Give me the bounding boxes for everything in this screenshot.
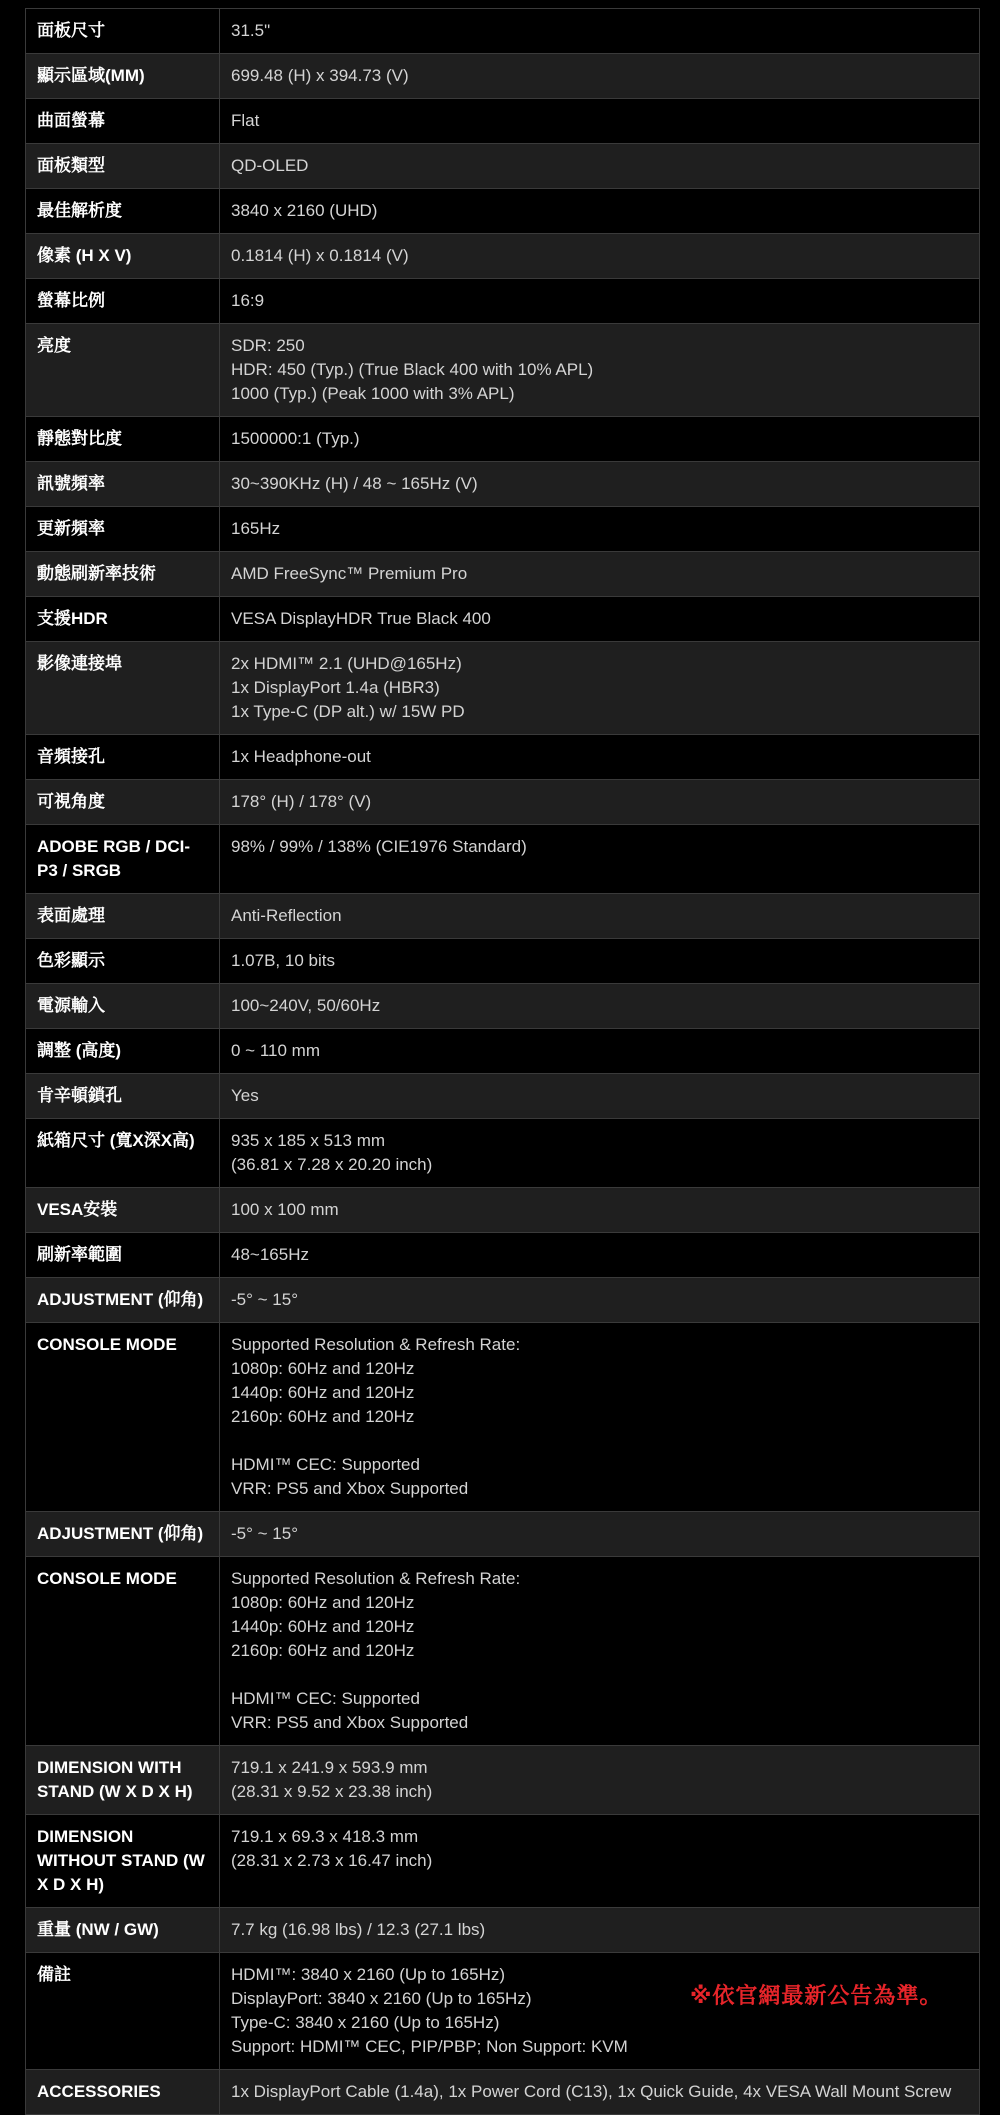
spec-row [26,1908,980,1953]
spec-value: 1.07B, 10 bits [220,939,980,984]
spec-label: 像素 (H X V) [26,234,220,279]
spec-label: 靜態對比度 [26,417,220,462]
spec-value: 31.5" [220,9,980,54]
spec-value: 30~390KHz (H) / 48 ~ 165Hz (V) [220,462,980,507]
spec-row [26,1074,980,1119]
spec-row [26,1557,980,1746]
spec-row [26,1815,980,1908]
spec-label: ADJUSTMENT (仰角) [26,1512,220,1557]
spec-label: 面板類型 [26,144,220,189]
spec-value: 98% / 99% / 138% (CIE1976 Standard) [220,825,980,894]
spec-value: 3840 x 2160 (UHD) [220,189,980,234]
spec-row [26,462,980,507]
spec-row [26,1512,980,1557]
spec-row [26,1029,980,1074]
spec-label: 最佳解析度 [26,189,220,234]
spec-label: 色彩顯示 [26,939,220,984]
spec-label: CONSOLE MODE [26,1323,220,1512]
spec-value: -5° ~ 15° [220,1278,980,1323]
spec-row [26,735,980,780]
spec-value: -5° ~ 15° [220,1512,980,1557]
spec-row [26,1278,980,1323]
spec-row [26,9,980,54]
spec-row [26,144,980,189]
spec-label: 表面處理 [26,894,220,939]
spec-row [26,552,980,597]
spec-value: SDR: 250 HDR: 450 (Typ.) (True Black 400 with 10% APL) 1000 (Typ.) (Peak 1000 with 3% APL) [220,324,980,417]
spec-row [26,99,980,144]
spec-value: 0 ~ 110 mm [220,1029,980,1074]
spec-label: ADOBE RGB / DCI-P3 / SRGB [26,825,220,894]
spec-value: 165Hz [220,507,980,552]
spec-value: 935 x 185 x 513 mm (36.81 x 7.28 x 20.20 inch) [220,1119,980,1188]
spec-value: Flat [220,99,980,144]
spec-value: Supported Resolution & Refresh Rate: 1080p: 60Hz and 120Hz 1440p: 60Hz and 120Hz 2160p: 60Hz and 120Hz HDMI™ CEC: Supported VRR: PS5 and Xbox Supported [220,1323,980,1512]
spec-row [26,894,980,939]
spec-row [26,780,980,825]
spec-row [26,984,980,1029]
spec-label: 刷新率範圍 [26,1233,220,1278]
spec-value: 16:9 [220,279,980,324]
spec-label: 調整 (高度) [26,1029,220,1074]
spec-row [26,1188,980,1233]
spec-value: 719.1 x 241.9 x 593.9 mm (28.31 x 9.52 x 23.38 inch) [220,1746,980,1815]
spec-value: 1x DisplayPort Cable (1.4a), 1x Power Cord (C13), 1x Quick Guide, 4x VESA Wall Mount Screw [220,2070,980,2115]
spec-row [26,597,980,642]
spec-value: 48~165Hz [220,1233,980,1278]
spec-value: QD-OLED [220,144,980,189]
spec-table-container [25,8,980,2115]
spec-row [26,324,980,417]
spec-row [26,939,980,984]
spec-label: DIMENSION WITH STAND (W X D X H) [26,1746,220,1815]
spec-value: Yes [220,1074,980,1119]
spec-value: 699.48 (H) x 394.73 (V) [220,54,980,99]
spec-row [26,2070,980,2115]
spec-row [26,1119,980,1188]
spec-row [26,189,980,234]
spec-row [26,1323,980,1512]
spec-row [26,825,980,894]
spec-label: 備註 [26,1953,220,2070]
spec-label: 紙箱尺寸 (寬X深X高) [26,1119,220,1188]
spec-label: VESA安裝 [26,1188,220,1233]
spec-value: 719.1 x 69.3 x 418.3 mm (28.31 x 2.73 x 16.47 inch) [220,1815,980,1908]
spec-row [26,417,980,462]
spec-row [26,1233,980,1278]
spec-label: 顯示區域(MM) [26,54,220,99]
spec-label: 螢幕比例 [26,279,220,324]
spec-value: Supported Resolution & Refresh Rate: 1080p: 60Hz and 120Hz 1440p: 60Hz and 120Hz 2160p: 60Hz and 120Hz HDMI™ CEC: Supported VRR: PS5 and Xbox Supported [220,1557,980,1746]
spec-label: ADJUSTMENT (仰角) [26,1278,220,1323]
spec-label: 曲面螢幕 [26,99,220,144]
spec-label: 動態刷新率技術 [26,552,220,597]
spec-value: 178° (H) / 178° (V) [220,780,980,825]
spec-label: DIMENSION WITHOUT STAND (W X D X H) [26,1815,220,1908]
spec-label: 肯辛頓鎖孔 [26,1074,220,1119]
spec-value: VESA DisplayHDR True Black 400 [220,597,980,642]
spec-value: 1x Headphone-out [220,735,980,780]
spec-label: 亮度 [26,324,220,417]
spec-label: 影像連接埠 [26,642,220,735]
spec-value: AMD FreeSync™ Premium Pro [220,552,980,597]
spec-label: 訊號頻率 [26,462,220,507]
official-notice: ※依官網最新公告為準。 [690,1983,943,2008]
spec-table-body [26,9,980,2115]
spec-row [26,279,980,324]
spec-value: 0.1814 (H) x 0.1814 (V) [220,234,980,279]
spec-label: ACCESSORIES [26,2070,220,2115]
spec-table [25,8,980,2115]
spec-label: 重量 (NW / GW) [26,1908,220,1953]
spec-label: 可視角度 [26,780,220,825]
spec-row [26,642,980,735]
spec-label: CONSOLE MODE [26,1557,220,1746]
spec-value: HDMI™: 3840 x 2160 (Up to 165Hz) DisplayPort: 3840 x 2160 (Up to 165Hz) Type-C: 3840 x 2160 (Up to 165Hz) Support: HDMI™ CEC, PIP/PBP; Non Support: KVM [220,1953,980,2070]
spec-value: 100~240V, 50/60Hz [220,984,980,1029]
spec-row [26,507,980,552]
spec-row [26,234,980,279]
spec-label: 支援HDR [26,597,220,642]
spec-label: 音頻接孔 [26,735,220,780]
spec-value: 100 x 100 mm [220,1188,980,1233]
spec-label: 電源輸入 [26,984,220,1029]
spec-row [26,1953,980,2070]
spec-row [26,54,980,99]
spec-row [26,1746,980,1815]
spec-label: 面板尺寸 [26,9,220,54]
spec-value: 2x HDMI™ 2.1 (UHD@165Hz) 1x DisplayPort 1.4a (HBR3) 1x Type-C (DP alt.) w/ 15W PD [220,642,980,735]
spec-label: 更新頻率 [26,507,220,552]
spec-value: Anti-Reflection [220,894,980,939]
spec-value: 7.7 kg (16.98 lbs) / 12.3 (27.1 lbs) [220,1908,980,1953]
spec-value: 1500000:1 (Typ.) [220,417,980,462]
